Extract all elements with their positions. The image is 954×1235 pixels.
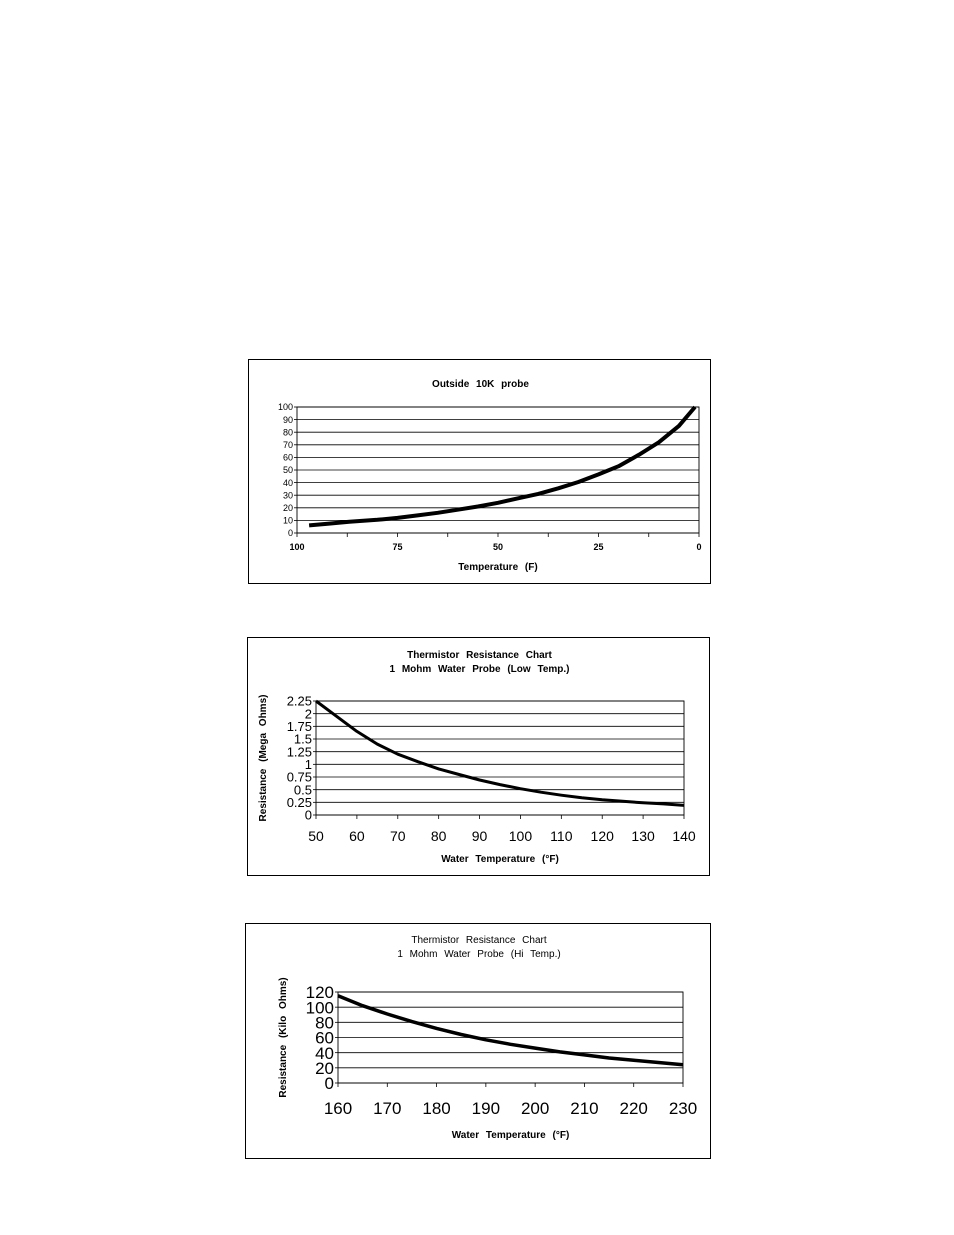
x-tick-label: 200 xyxy=(520,1099,550,1118)
chart-title: Outside 10K probe xyxy=(432,379,529,390)
chart-subtitle: 1 Mohm Water Probe (Low Temp.) xyxy=(389,664,570,675)
y-tick-label: 0.5 xyxy=(293,782,312,798)
y-axis-label: Resistance (Mega Ohms) xyxy=(258,694,269,822)
x-tick-label: 110 xyxy=(550,828,573,844)
y-tick-label: 20 xyxy=(315,1058,334,1078)
y-tick-label: 100 xyxy=(305,998,334,1018)
y-tick-label: 0 xyxy=(287,528,293,539)
x-tick-label: 130 xyxy=(631,828,655,844)
chart-title: Thermistor Resistance Chart xyxy=(411,935,547,946)
y-tick-label: 40 xyxy=(315,1043,334,1063)
y-tick-label: 1.5 xyxy=(293,731,312,747)
x-tick-label: 210 xyxy=(570,1099,599,1118)
x-tick-label: 50 xyxy=(308,828,324,844)
x-axis-label: Water Temperature (°F) xyxy=(451,1130,570,1141)
y-tick-label: 1 xyxy=(304,757,312,773)
series-line xyxy=(338,996,683,1065)
x-tick-label: 160 xyxy=(323,1099,353,1118)
y-tick-label: 120 xyxy=(305,983,334,1003)
y-tick-label: 90 xyxy=(282,414,293,425)
x-tick-label: 100 xyxy=(508,828,533,844)
y-tick-label: 2.25 xyxy=(286,693,312,709)
y-tick-label: 60 xyxy=(282,452,293,463)
x-tick-label: 70 xyxy=(389,828,406,844)
y-tick-label: 70 xyxy=(282,440,293,451)
y-tick-label: 0 xyxy=(304,807,312,823)
chart-3-svg xyxy=(246,924,712,1160)
y-tick-label: 80 xyxy=(315,1013,334,1033)
x-axis-label: Water Temperature (°F) xyxy=(441,854,559,865)
y-tick-label: 1.75 xyxy=(286,719,312,735)
y-tick-label: 2 xyxy=(304,706,312,722)
x-tick-label: 90 xyxy=(471,828,488,844)
y-tick-label: 20 xyxy=(282,503,293,514)
x-tick-label: 180 xyxy=(422,1099,451,1118)
x-tick-label: 75 xyxy=(392,542,403,552)
x-tick-label: 80 xyxy=(430,828,447,844)
y-tick-label: 30 xyxy=(282,490,293,501)
y-tick-label: 50 xyxy=(282,465,293,476)
x-tick-label: 170 xyxy=(373,1099,402,1118)
chart-2-svg xyxy=(248,638,711,877)
y-tick-label: 0.75 xyxy=(286,769,312,785)
x-tick-label: 220 xyxy=(619,1099,648,1118)
chart-outside-10k-probe xyxy=(248,359,711,584)
y-tick-label: 1.25 xyxy=(286,744,312,760)
x-tick-label: 60 xyxy=(349,828,365,844)
x-tick-label: 50 xyxy=(492,542,504,552)
x-tick-label: 0 xyxy=(696,542,702,552)
x-tick-label: 230 xyxy=(668,1099,698,1118)
y-tick-label: 60 xyxy=(315,1028,334,1048)
x-axis-label: Temperature (F) xyxy=(458,562,538,573)
y-tick-label: 100 xyxy=(277,402,293,413)
x-tick-label: 100 xyxy=(289,542,305,552)
x-tick-label: 190 xyxy=(471,1099,501,1118)
plot-area xyxy=(316,701,684,815)
y-tick-label: 40 xyxy=(282,477,293,488)
x-tick-label: 140 xyxy=(672,828,696,844)
chart-1-svg xyxy=(249,360,712,585)
y-tick-label: 0 xyxy=(324,1074,334,1094)
y-tick-label: 10 xyxy=(282,515,293,526)
chart-low-temp-water-probe xyxy=(247,637,710,876)
chart-subtitle: 1 Mohm Water Probe (Hi Temp.) xyxy=(397,949,561,960)
y-tick-label: 80 xyxy=(282,427,293,438)
x-tick-label: 25 xyxy=(593,542,604,552)
chart-hi-temp-water-probe xyxy=(245,923,711,1159)
y-axis-label: Resistance (Kilo Ohms) xyxy=(278,977,289,1098)
chart-title: Thermistor Resistance Chart xyxy=(407,650,552,661)
y-tick-label: 0.25 xyxy=(286,795,312,811)
x-tick-label: 120 xyxy=(590,828,614,844)
